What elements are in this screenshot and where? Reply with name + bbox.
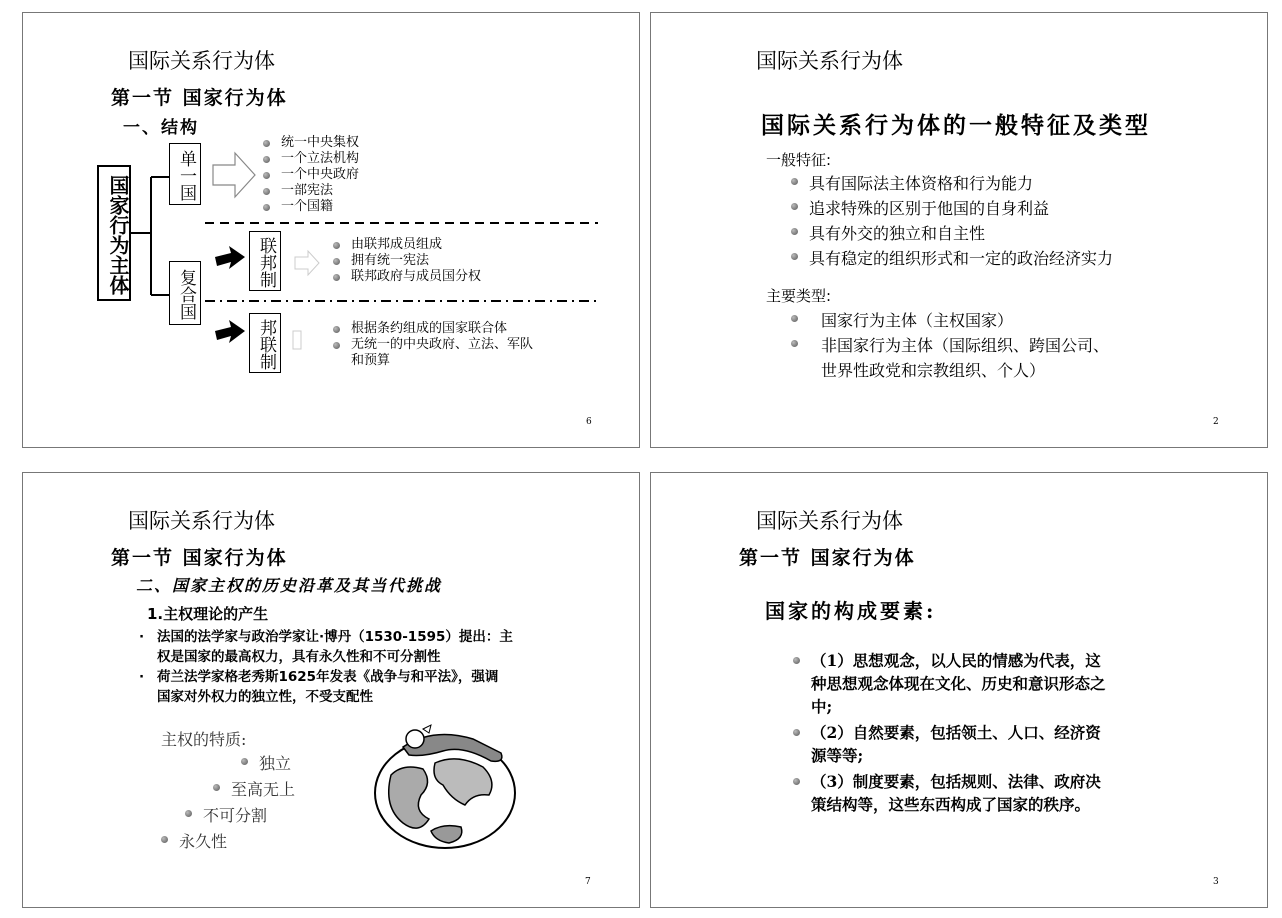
- list-item-continuation: 世界性政党和宗教组织、个人）: [821, 361, 1046, 380]
- list-item: 具有外交的独立和自主性: [787, 221, 1113, 246]
- solid-arrow-icon: [215, 320, 245, 343]
- list-item-continuation: 中;: [811, 697, 833, 716]
- page-number: 2: [1213, 417, 1219, 427]
- general-features-list: [787, 171, 1113, 271]
- slide-title: 国际关系行为体: [128, 509, 275, 533]
- list-item: 非国家行为主体（国际组织、跨国公司、: [787, 333, 1109, 358]
- subsection-heading: 一、结构: [123, 118, 199, 138]
- list-item: · 荷兰法学家格老秀斯1625年发表《战争与和平法》，强调: [139, 669, 499, 685]
- unitary-features-list: [259, 135, 359, 215]
- theory-list: [139, 627, 513, 707]
- elements-list: [789, 649, 1106, 816]
- list-item: 国家行为主体（主权国家）: [787, 308, 1109, 333]
- trait-item: 独立: [237, 751, 291, 774]
- slide-3: [650, 472, 1268, 908]
- solid-arrow-icon: [215, 246, 245, 269]
- list-item-continuation: 种思想观念体现在文化、历史和意识形态之: [811, 674, 1106, 693]
- slide-title: 国际关系行为体: [756, 509, 903, 533]
- list-item: 一个中央政府: [259, 167, 359, 183]
- list-item: 具有稳定的组织形式和一定的政治经济实力: [787, 246, 1113, 271]
- slide-title: 国际关系行为体: [128, 49, 275, 73]
- confederation-features-list: [329, 321, 533, 369]
- point-heading: 1.主权理论的产生: [147, 605, 269, 623]
- slide-7: [22, 472, 640, 908]
- list-item: 具有国际法主体资格和行为能力: [787, 171, 1113, 196]
- section-heading: 第一节 国家行为体: [111, 87, 288, 109]
- slide-title: 国际关系行为体: [756, 49, 903, 73]
- types-list: [787, 308, 1109, 383]
- trait-item: 永久性: [157, 829, 227, 852]
- list-item: 无统一的中央政府、立法、军队: [329, 337, 533, 353]
- trait-item: 不可分割: [181, 803, 267, 826]
- section-heading: 第一节 国家行为体: [111, 547, 288, 569]
- list-item-continuation: 策结构等，这些东西构成了国家的秩序。: [811, 795, 1091, 814]
- unitary-state-box: 单一国: [169, 143, 201, 205]
- list-item: 根据条约组成的国家联合体: [329, 321, 533, 337]
- page-number: 7: [585, 877, 591, 887]
- list-item: 一个立法机构: [259, 151, 359, 167]
- page-number: 3: [1213, 877, 1219, 887]
- hollow-arrow-icon: [213, 153, 255, 197]
- section-heading: 第一节 国家行为体: [739, 547, 916, 569]
- list-item: · 法国的法学家与政治学家让·博丹（1530-1595）提出：主: [139, 629, 513, 645]
- slide-2: [650, 12, 1268, 448]
- trait-item: 至高无上: [209, 777, 295, 800]
- types-label: 主要类型:: [766, 287, 832, 305]
- list-item: （1）思想观念，以人民的情感为代表，这: [789, 649, 1106, 672]
- list-item: （3）制度要素，包括规则、法律、政府决: [789, 770, 1106, 793]
- slide-heading: 国际关系行为体的一般特征及类型: [761, 112, 1151, 139]
- list-item-continuation: 源等等;: [811, 746, 864, 765]
- list-item: 追求特殊的区别于他国的自身利益: [787, 196, 1113, 221]
- list-item: （2）自然要素，包括领土、人口、经济资: [789, 721, 1106, 744]
- list-item: 统一中央集权: [259, 135, 359, 151]
- list-item: 联邦政府与成员国分权: [329, 269, 481, 285]
- page-number: 6: [586, 417, 592, 427]
- general-label: 一般特征:: [766, 151, 832, 169]
- subsection-heading: 二、国家主权的历史沿革及其当代挑战: [136, 576, 443, 595]
- list-item-continuation: 国家对外权力的独立性，不受支配性: [157, 689, 373, 705]
- list-item: 一部宪法: [259, 183, 359, 199]
- list-item: 一个国籍: [259, 199, 359, 215]
- confederation-box: 邦联制: [249, 313, 281, 373]
- list-item-continuation: 权是国家的最高权力，具有永久性和不可分割性: [157, 649, 441, 665]
- list-item: 拥有统一宪法: [329, 253, 481, 269]
- list-item: 由联邦成员组成: [329, 237, 481, 253]
- federation-features-list: [329, 237, 481, 285]
- compound-state-box: 复合国: [169, 261, 201, 325]
- structure-lines: [23, 13, 640, 448]
- traits-label: 主权的特质:: [161, 730, 247, 749]
- list-item-continuation: 和预算: [351, 353, 391, 368]
- slide-6: [22, 12, 640, 448]
- federation-box: 联邦制: [249, 231, 281, 291]
- globe-illustration-icon: [373, 723, 523, 853]
- slide-heading: 国家的构成要素:: [765, 599, 937, 623]
- root-node: 国家行为主体: [97, 165, 131, 301]
